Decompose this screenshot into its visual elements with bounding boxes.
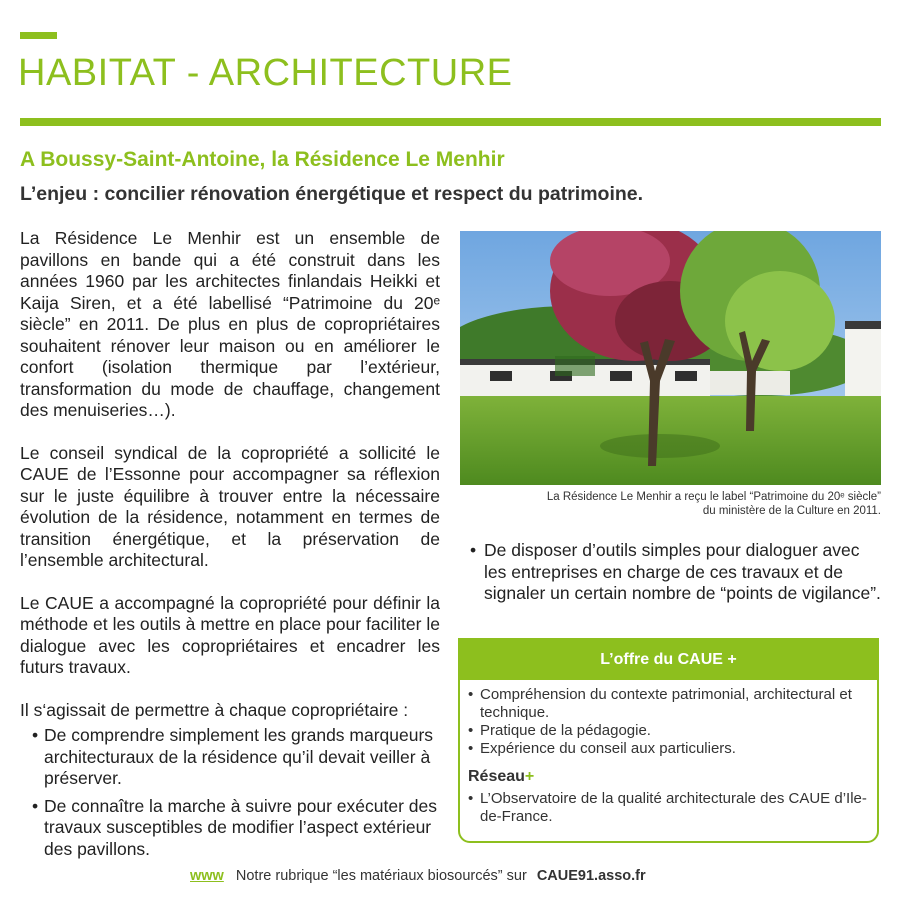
list-item xyxy=(468,686,877,722)
network-item-text: L’Observatoire de la qualité architecturale des CAUE d’Ile-de-France. xyxy=(480,790,867,825)
paragraph-2: Le conseil syndical de la copropriété a sollicité le CAUE de l’Essonne pour accompagner sa réflexion sur le juste équilibre à trouver entre la nécessaire évolution de la résidence, notamment en termes de transition énergétique, et la préservation de l’ensemble architectural. xyxy=(20,442,440,570)
offer-box xyxy=(458,638,879,843)
list-item xyxy=(468,722,877,740)
www-icon: www xyxy=(190,868,224,884)
offer-body xyxy=(460,680,877,826)
bullet-text: De disposer d’outils simples pour dialoguer avec les entreprises en charge de ces travaux et de signaler un certain nombre de “points de vigilance”. xyxy=(484,540,881,603)
footer-link[interactable]: CAUE91.asso.fr xyxy=(536,868,646,884)
list-item xyxy=(468,740,877,758)
bullets-lead: Il s‘agissait de permettre à chaque copropriétaire : xyxy=(20,699,409,720)
residence-photo xyxy=(460,231,881,485)
offer-item-text: Compréhension du contexte patrimonial, architectural et technique. xyxy=(480,686,852,721)
bullet-dot: • xyxy=(32,795,39,816)
list-item xyxy=(468,790,877,826)
network-label: Réseau xyxy=(468,768,525,785)
list-item xyxy=(20,796,440,861)
offer-title: L’offre du CAUE + xyxy=(460,640,877,680)
bullet-text: De comprendre simplement les grands marqueurs architecturaux de la résidence qu’il devait veiller à préserver. xyxy=(44,725,434,788)
bullet-dot: • xyxy=(470,540,477,560)
top-accent-bar xyxy=(20,32,57,39)
paragraph-1: La Résidence Le Menhir est un ensemble de pavillons en bande qui a été construit dans les années 1960 par les architectes finlandais Heikki et Kaija Siren, et a été labellisé “Patrimoine du 20ᵉ siècle” en 2011. De plus en plus de copropriétaires souhaitent rénover leur maison ou en améliorer le confort (isolation thermique par l’extérieur, transformation du mode de chauffage, changement des menuiseries…). xyxy=(20,228,440,420)
paragraph-3: Le CAUE a accompagné la copropriété pour définir la méthode et les outils à mettre en place pour faciliter le dialogue avec les copropriétaires et encadrer les futurs travaux. xyxy=(20,592,440,677)
right-bullet-block xyxy=(470,540,882,605)
bullet-dot: • xyxy=(468,722,474,739)
footer-text: Notre rubrique “les matériaux biosourcés” sur xyxy=(235,868,527,884)
offer-item-text: Pratique de la pédagogie. xyxy=(480,722,651,739)
article-body xyxy=(20,228,440,866)
list-item xyxy=(470,540,882,605)
caption-line-1: La Résidence Le Menhir a reçu le label “Patrimoine du 20ᵉ siècle” xyxy=(546,491,881,503)
network-list xyxy=(468,790,877,826)
list-item xyxy=(20,725,440,790)
network-plus: + xyxy=(524,768,535,785)
footer xyxy=(190,868,646,884)
article-title: A Boussy-Saint-Antoine, la Résidence Le Menhir xyxy=(20,148,505,171)
residence-photo-illustration xyxy=(460,231,881,485)
bullet-dot: • xyxy=(468,790,474,807)
bullet-dot: • xyxy=(468,686,474,703)
bullet-text: De connaître la marche à suivre pour exécuter des travaux susceptibles de modifier l’aspect extérieur des pavillons. xyxy=(44,795,437,859)
offer-item-text: Expérience du conseil aux particuliers. xyxy=(480,740,736,757)
offer-list xyxy=(468,686,877,758)
right-bullet-list xyxy=(470,540,882,605)
bullet-dot: • xyxy=(32,725,39,745)
header-rule xyxy=(20,118,881,126)
network-heading xyxy=(468,768,877,786)
bullet-list xyxy=(20,725,440,860)
caption-line-2: du ministère de la Culture en 2011. xyxy=(702,505,881,517)
bullet-dot: • xyxy=(468,740,474,757)
article-subtitle: L’enjeu : concilier rénovation énergétique et respect du patrimoine. xyxy=(20,183,644,205)
photo-caption xyxy=(460,490,881,518)
section-title: HABITAT - ARCHITECTURE xyxy=(18,52,513,94)
